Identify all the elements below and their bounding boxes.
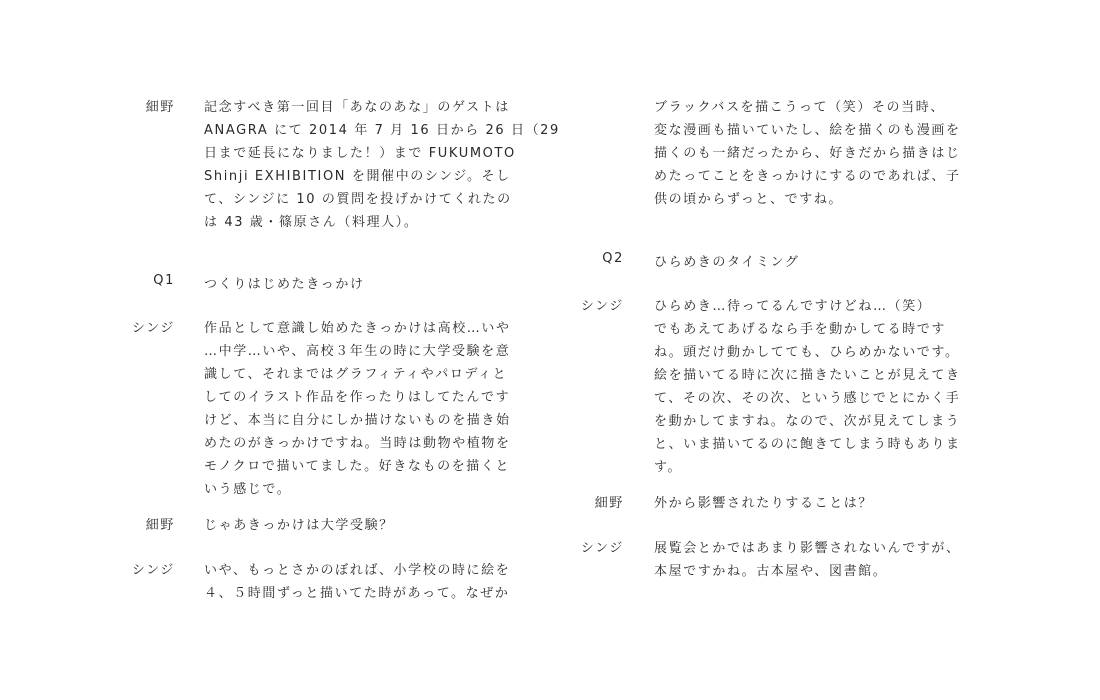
text-line: ４、５時間ずっと描いてた時があって。なぜか [204, 586, 510, 601]
text-line: …中学…いや、高校３年生の時に大学受験を意 [204, 344, 511, 359]
text-line: て、シンジに 10 の質問を投げかけてくれたの [204, 192, 512, 207]
question-text [654, 251, 954, 274]
text-line: ね。頭だけ動かしてても、ひらめかないです。 [654, 345, 960, 360]
text-line: は 43 歳・篠原さん（料理人）。 [204, 215, 419, 230]
text-line: Shinji EXHIBITION を開催中のシンジ。そし [204, 169, 511, 184]
text-line: ひらめきのタイミング [654, 255, 800, 270]
text-line: してのイラスト作品を作ったりはしてたんです [204, 390, 511, 405]
text-line: す。 [654, 460, 683, 475]
dialogue-text [204, 514, 508, 537]
text-line: 外から影響されたりすることは？ [654, 496, 874, 511]
right-column [550, 0, 1070, 700]
text-line: 変な漫画も描いていたし、絵を描くのも漫画を [654, 123, 961, 138]
text-line: 本屋ですかね。古本屋や、図書館。 [654, 564, 888, 579]
dialogue-text [204, 559, 511, 605]
text-line: ひらめき…待ってるんですけどね…（笑） [654, 299, 932, 314]
text-line: いや、もっとさかのぼれば、小学校の時に絵を [204, 563, 511, 578]
text-line: 作品として意識し始めたきっかけは高校…いや [204, 321, 511, 336]
text-line: めたのがきっかけですね。当時は動物や植物を [204, 436, 511, 451]
text-line: を動かしてますね。なので、次が見えてしまう [654, 414, 961, 429]
speaker-label: 細野 [145, 100, 175, 115]
question-text [204, 273, 508, 296]
text-line: 供の頃からずっと、ですね。 [654, 192, 844, 207]
speaker-label: シンジ [580, 299, 624, 314]
text-line: いう感じで。 [204, 482, 292, 497]
text-line: モノクロで描いてました。好きなものを描くと [204, 459, 511, 474]
text-line: 識して、それまではグラフィティやパロディと [204, 367, 508, 382]
question-number: Q1 [153, 273, 175, 288]
dialogue-text [654, 537, 961, 583]
dialogue-text [204, 317, 511, 501]
text-line: ブラックバスを描こうって（笑）その当時、 [654, 100, 945, 115]
speaker-label: 細野 [145, 518, 175, 533]
text-line: 展覧会とかではあまり影響されないんですが、 [654, 541, 961, 556]
speaker-label: シンジ [580, 541, 624, 556]
text-line: 記念すべき第一回目「あなのあな」のゲストは [204, 100, 510, 115]
dialogue-text [654, 295, 961, 479]
text-line: つくりはじめたきっかけ [204, 277, 365, 292]
dialogue-text [204, 96, 560, 234]
dialogue-text [654, 96, 961, 211]
text-line: 日まで延長になりました！）まで FUKUMOTO [204, 146, 516, 161]
text-line: ANAGRA にて 2014 年 7 月 16 日から 26 日（29 [204, 123, 560, 138]
text-line: めたってことをきっかけにするのであれば、子 [654, 169, 961, 184]
text-line: 描くのも一緒だったから、好きだから描きはじ [654, 146, 961, 161]
speaker-label: シンジ [131, 321, 175, 336]
text-line: けど、本当に自分にしか描けないものを描き始 [204, 413, 511, 428]
speaker-label: シンジ [131, 563, 175, 578]
text-line: て、その次、その次、という感じでとにかく手 [654, 391, 961, 406]
question-number: Q2 [602, 251, 624, 266]
text-line: でもあえてあげるなら手を動かしてる時です [654, 322, 947, 337]
text-line: と、いま描いてるのに飽きてしまう時もありま [654, 437, 961, 452]
dialogue-text [654, 492, 954, 515]
speaker-label: 細野 [594, 496, 624, 511]
text-line: 絵を描いてる時に次に描きたいことが見えてき [654, 368, 961, 383]
text-line: じゃあきっかけは大学受験？ [204, 518, 394, 533]
